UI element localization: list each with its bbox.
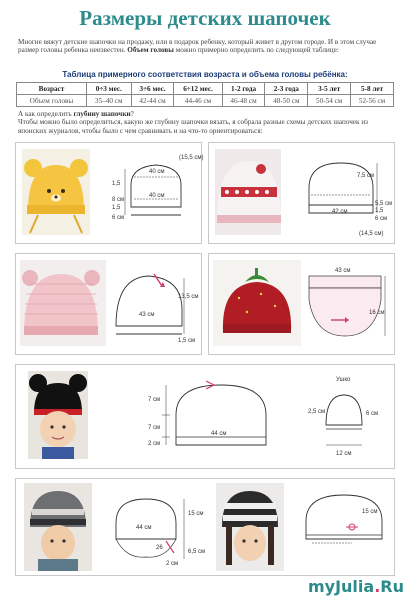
dim-label: 6,5 см	[188, 549, 206, 555]
dim-label: 16 см	[369, 310, 385, 316]
dim-label: 44 см	[136, 525, 152, 531]
dim-label: 7 см	[148, 397, 161, 403]
pattern-diagram	[209, 143, 394, 243]
pattern-panel-3	[15, 253, 202, 355]
dim-label: 5,5 см	[375, 201, 393, 207]
dim-label: 26	[156, 545, 163, 551]
table-header: 3÷6 мес.	[131, 83, 174, 95]
intro-part-2: можно примерно определить по следующей таблице:	[173, 46, 339, 55]
dim-label: 7,5 см	[357, 173, 375, 179]
pattern-panel-1	[15, 142, 202, 244]
table-header: Возраст	[17, 83, 87, 95]
pattern-diagram	[16, 479, 394, 575]
table-cell: 52-56 см	[351, 95, 394, 107]
q2-text: Чтобы можно было определиться, какую же глубину шапочки вязать, я собрала разные схемы детских шапочек из японских журналов, чтобы было с чем сравнивать и на что-то ориентироваться:	[18, 118, 369, 135]
dim-label: 6 см	[112, 215, 125, 221]
dim-label: 42 см	[332, 209, 348, 215]
dim-label: 1,5	[112, 181, 121, 187]
table-header: 6÷12 мес.	[174, 83, 222, 95]
table-header: 3-5 лет	[308, 83, 351, 95]
q1-bold: глубину шапочки	[73, 110, 131, 118]
dim-label: 6 см	[375, 216, 388, 222]
dim-label: 15 см	[188, 511, 204, 517]
size-table	[16, 82, 394, 107]
dim-label: 15 см	[362, 509, 378, 515]
dim-label: 2,5 см	[308, 409, 326, 415]
dim-label: 43 см	[335, 268, 351, 274]
dim-label: 12 см	[336, 451, 352, 457]
table-cell: 48-50 см	[265, 95, 308, 107]
pattern-panel-4	[208, 253, 395, 355]
pattern-diagram	[16, 365, 394, 468]
table-header: 5-8 лет	[351, 83, 394, 95]
dim-label: 43 см	[139, 312, 155, 318]
intro-text	[18, 38, 396, 55]
table-header: 0÷3 мес.	[86, 83, 131, 95]
dim-label: 40 см	[149, 169, 165, 175]
dim-label: 1,5	[375, 208, 384, 214]
pattern-panel-2	[208, 142, 395, 244]
table-cell: 50-54 см	[308, 95, 351, 107]
pattern-panel-6	[15, 478, 395, 576]
page-title: Размеры детских шапочек	[79, 6, 331, 30]
pattern-panel-5	[15, 364, 395, 469]
table-caption: Таблица примерного соответствия возраста и объема головы ребёнка:	[62, 70, 348, 79]
table-cell: 44-46 см	[174, 95, 222, 107]
dim-label: 1,5 см	[178, 338, 196, 344]
table-header: 2-3 года	[265, 83, 308, 95]
table-row-label: Объем головы	[17, 95, 87, 107]
logo-part-a: myJulia	[307, 577, 375, 596]
table-header-row	[17, 83, 394, 95]
q1-part-a: А как определить	[18, 110, 74, 118]
pattern-diagram	[209, 254, 394, 354]
dim-label: 13,5 см	[178, 294, 199, 300]
dim-label: 6 см	[366, 411, 379, 417]
dim-label: 2 см	[166, 561, 179, 567]
logo-dot: .	[374, 577, 381, 596]
table-cell: 35–40 см	[86, 95, 131, 107]
table-cell: 46-48 см	[222, 95, 265, 107]
table-row	[17, 95, 394, 107]
intro-part-1: Многие вяжут детские шапочки на продажу, или в подарок ребенку, который живет в другом городе. И в этом случае размер головы ребенка неизвестен.	[18, 38, 377, 55]
dim-label: 44 см	[211, 431, 227, 437]
dim-label: (14,5 см)	[359, 231, 384, 237]
dim-label: 8 см	[112, 197, 125, 203]
q1-part-b: ?	[130, 110, 134, 118]
pattern-diagram	[16, 254, 201, 354]
dim-label: 7 см	[148, 425, 161, 431]
site-logo	[308, 577, 404, 596]
pattern-diagram	[16, 143, 204, 243]
dim-label: 2 см	[148, 441, 161, 447]
table-cell: 42-44 см	[131, 95, 174, 107]
dim-label: Ушко	[336, 377, 351, 383]
intro-bold: Объем головы	[127, 46, 174, 55]
dim-label: 40 см	[149, 193, 165, 199]
dim-label: 1,5	[112, 205, 121, 211]
depth-question	[18, 110, 396, 135]
dim-label: (15,5 см)	[179, 155, 204, 161]
logo-part-b: Ru	[380, 577, 404, 596]
table-header: 1-2 года	[222, 83, 265, 95]
